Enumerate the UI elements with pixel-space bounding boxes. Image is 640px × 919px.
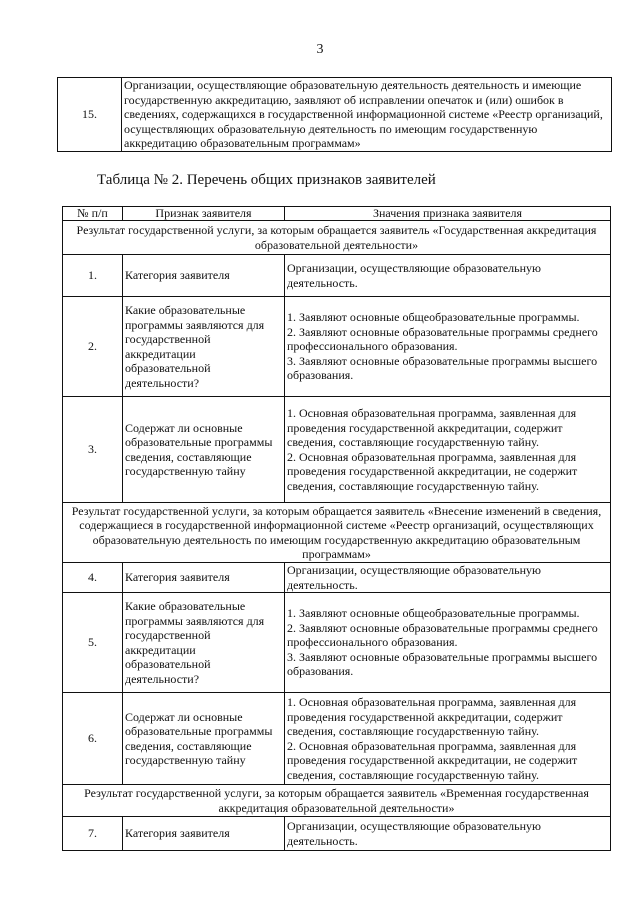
section-row bbox=[63, 221, 611, 255]
page-number: 3 bbox=[316, 42, 324, 57]
sign-values bbox=[285, 297, 611, 397]
row-number: 6. bbox=[63, 693, 123, 785]
sign-value: 1. Заявляют основные общеобразовательные программы. bbox=[287, 606, 580, 621]
row-number: 2. bbox=[63, 297, 123, 397]
row-number: 5. bbox=[63, 593, 123, 693]
sign-value: 1. Основная образовательная программа, заявленная для проведения государственной аккредитации, содержит сведения, составляющие государственную тайну. bbox=[287, 695, 577, 738]
table-2 bbox=[62, 206, 611, 851]
header-number: № п/п bbox=[63, 207, 123, 221]
sign-value: 2. Заявляют основные образовательные программы среднего профессионального образования. bbox=[287, 620, 598, 650]
table-row bbox=[63, 397, 611, 503]
sign-values bbox=[285, 817, 611, 851]
applicant-sign: Содержат ли основные образовательные программы сведения, составляющие государственную тайну bbox=[123, 397, 285, 503]
row-number: 4. bbox=[63, 563, 123, 593]
sign-values bbox=[285, 397, 611, 503]
applicant-sign: Какие образовательные программы заявляются для государственной аккредитации образовательной деятельности? bbox=[123, 593, 285, 693]
applicant-sign: Категория заявителя bbox=[123, 563, 285, 593]
sign-value: Организации, осуществляющие образовательную деятельность. bbox=[287, 261, 542, 290]
header-values: Значения признака заявителя bbox=[285, 207, 611, 221]
row-number: 3. bbox=[63, 397, 123, 503]
table-row bbox=[63, 693, 611, 785]
row-number: 7. bbox=[63, 817, 123, 851]
section-row bbox=[63, 785, 611, 817]
row-number: 1. bbox=[63, 255, 123, 297]
sign-value: 2. Заявляют основные образовательные программы среднего профессионального образования. bbox=[287, 324, 598, 354]
row-text: Организации, осуществляющие образовательную деятельность деятельность и имеющие государственную аккредитацию, заявляют об исправлении опечаток и (или) ошибок в сведениях, содержащихся в государственной информационной системе «Реестр организаций, осуществляющих образовательную деятельность по имеющим государственную аккредитацию образовательным программам» bbox=[122, 78, 612, 152]
table-1-continuation bbox=[57, 77, 612, 152]
sign-value: 1. Основная образовательная программа, заявленная для проведения государственной аккредитации, содержит сведения, составляющие государственную тайну. bbox=[287, 406, 577, 449]
applicant-sign: Какие образовательные программы заявляются для государственной аккредитации образовательной деятельности? bbox=[123, 297, 285, 397]
applicant-sign: Категория заявителя bbox=[123, 255, 285, 297]
sign-values bbox=[285, 255, 611, 297]
sign-values bbox=[285, 693, 611, 785]
sign-value: 2. Основная образовательная программа, заявленная для проведения государственной аккредитации, не содержит сведения, составляющие государственную тайну. bbox=[287, 738, 578, 782]
sign-values bbox=[285, 593, 611, 693]
row-number: 15. bbox=[58, 78, 122, 152]
section-title: Результат государственной услуги, за которым обращается заявитель «Временная государственная аккредитация образовательной деятельности» bbox=[63, 785, 611, 817]
header-sign: Признак заявителя bbox=[123, 207, 285, 221]
table-row bbox=[63, 563, 611, 593]
applicant-sign: Содержат ли основные образовательные программы сведения, составляющие государственную тайну bbox=[123, 693, 285, 785]
sign-value: Организации, осуществляющие образовательную деятельность. bbox=[287, 563, 542, 592]
sign-value: 3. Заявляют основные образовательные программы высшего образования. bbox=[287, 649, 598, 679]
table-row bbox=[58, 78, 612, 152]
table-row bbox=[63, 593, 611, 693]
applicant-sign: Категория заявителя bbox=[123, 817, 285, 851]
table-header-row bbox=[63, 207, 611, 221]
table-row bbox=[63, 817, 611, 851]
sign-values bbox=[285, 563, 611, 593]
sign-value: 3. Заявляют основные образовательные программы высшего образования. bbox=[287, 353, 598, 383]
section-title: Результат государственной услуги, за которым обращается заявитель «Государственная аккредитация образовательной деятельности» bbox=[63, 221, 611, 255]
table-row bbox=[63, 255, 611, 297]
table-row bbox=[63, 297, 611, 397]
sign-value: 1. Заявляют основные общеобразовательные программы. bbox=[287, 310, 580, 325]
section-title: Результат государственной услуги, за которым обращается заявитель «Внесение изменений в сведения, содержащиеся в государственной информационной системе «Реестр организаций, осуществляющих образовательную деятельность по имеющим государственную аккредитацию образовательным программам» bbox=[63, 503, 611, 563]
table-2-title: Таблица № 2. Перечень общих признаков заявителей bbox=[97, 172, 436, 188]
table-2-body bbox=[63, 221, 611, 851]
sign-value: Организации, осуществляющие образовательную деятельность. bbox=[287, 819, 542, 848]
sign-value: 2. Основная образовательная программа, заявленная для проведения государственной аккредитации, не содержит сведения, составляющие государственную тайну. bbox=[287, 449, 578, 493]
section-row bbox=[63, 503, 611, 563]
